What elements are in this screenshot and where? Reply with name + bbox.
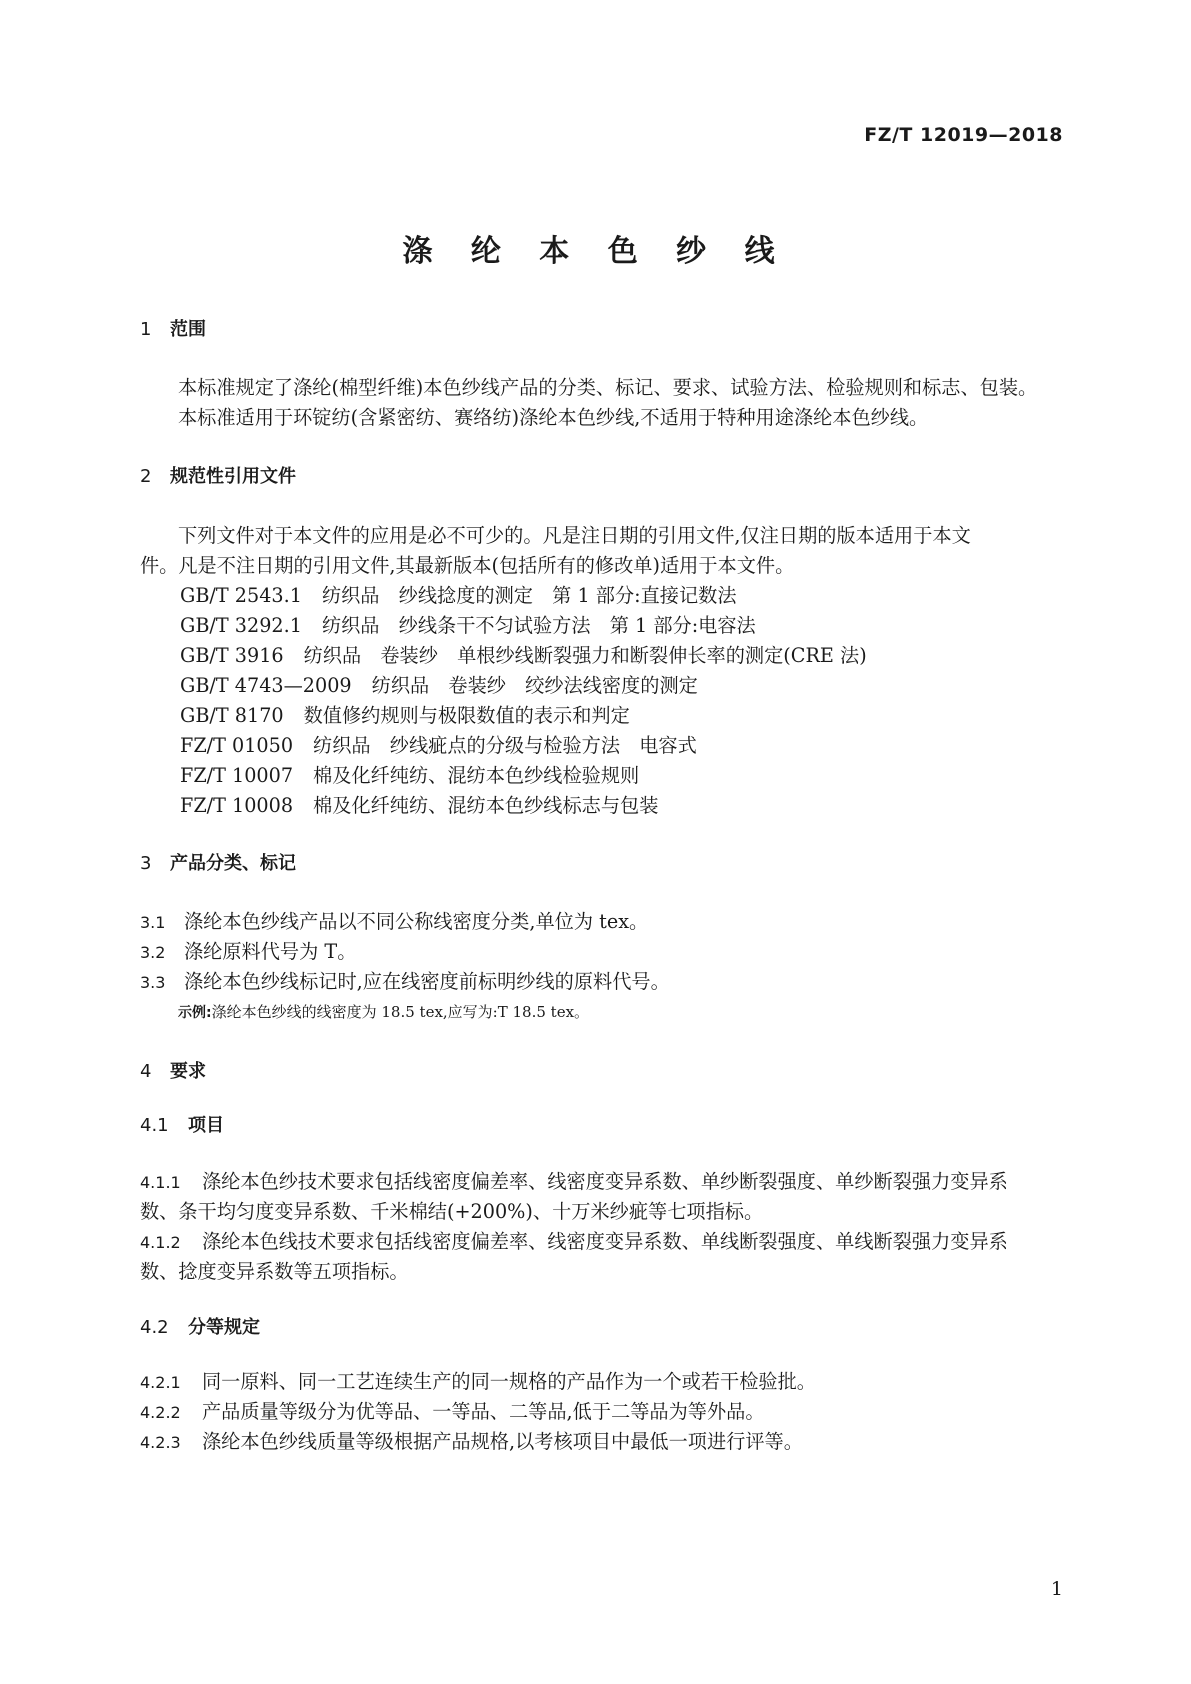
reference-item: [180, 580, 1098, 612]
section-title: 产品分类、标记: [170, 853, 296, 874]
clause: [140, 1426, 1058, 1459]
section-title: 要求: [170, 1061, 206, 1082]
reference-title: 数值修约规则与极限数值的表示和判定: [303, 704, 630, 727]
clause: [140, 966, 1058, 999]
document-title: 涤 纶 本 色 纱 线: [402, 234, 789, 269]
clause: [140, 906, 1058, 939]
clause-number: 4.2.3: [140, 1433, 181, 1452]
clause-text: 同一原料、同一工艺连续生产的同一规格的产品作为一个或若干检验批。: [202, 1370, 816, 1393]
reference-title: 纺织品 卷装纱 绞纱法线密度的测定: [371, 674, 698, 697]
clause-text: 涤纶本色纱技术要求包括线密度偏差率、线密度变异系数、单纱断裂强度、单纱断裂强力变异系: [202, 1170, 1008, 1193]
standard-code: FZ/T 12019—2018: [864, 124, 1063, 146]
subsection-title: 分等规定: [188, 1317, 260, 1338]
clause: [140, 936, 1058, 969]
reference-code: GB/T 3292.1: [180, 614, 302, 637]
reference-code: GB/T 2543.1: [180, 584, 302, 607]
section-number: 1: [140, 319, 152, 340]
reference-code: FZ/T 10008: [180, 794, 294, 817]
reference-code: GB/T 3916: [180, 644, 284, 667]
reference-item: [180, 790, 1098, 822]
paragraph-line: 下列文件对于本文件的应用是必不可少的。凡是注日期的引用文件,仅注日期的版本适用于本文: [178, 524, 971, 547]
section-2-heading: [140, 461, 1058, 493]
subsection-4-1-heading: [140, 1110, 1058, 1142]
section-title: 规范性引用文件: [170, 466, 296, 487]
subsection-4-2-heading: [140, 1312, 1058, 1344]
reference-code: GB/T 8170: [180, 704, 284, 727]
clause: [140, 1226, 1058, 1259]
reference-title: 纺织品 卷装纱 单根纱线断裂强力和断裂伸长率的测定(CRE 法): [303, 644, 867, 667]
reference-title: 纺织品 纱线疵点的分级与检验方法 电容式: [313, 734, 697, 757]
paragraph-line: 件。凡是不注日期的引用文件,其最新版本(包括所有的修改单)适用于本文件。: [140, 554, 795, 577]
example-text: 涤纶本色纱线的线密度为 18.5 tex,应写为:T 18.5 tex。: [211, 1003, 590, 1021]
reference-code: GB/T 4743—2009: [180, 674, 352, 697]
section-number: 2: [140, 466, 152, 487]
reference-item: [180, 640, 1098, 672]
clause: [140, 1396, 1058, 1429]
section-3-heading: [140, 848, 1058, 880]
section-number: 3: [140, 853, 152, 874]
reference-title: 棉及化纤纯纺、混纺本色纱线检验规则: [313, 764, 640, 787]
reference-item: [180, 610, 1098, 642]
clause-number: 4.2.2: [140, 1403, 181, 1422]
reference-item: [180, 760, 1098, 792]
reference-title: 纺织品 纱线捻度的测定 第 1 部分:直接记数法: [321, 584, 737, 607]
subsection-title: 项目: [188, 1115, 224, 1136]
section-title: 范围: [170, 319, 206, 340]
clause-text: 涤纶本色线技术要求包括线密度偏差率、线密度变异系数、单线断裂强度、单线断裂强力变异系: [202, 1230, 1008, 1253]
clause-number: 3.3: [140, 973, 166, 992]
subsection-number: 4.2: [140, 1317, 169, 1338]
clause-continuation: 数、捻度变异系数等五项指标。: [140, 1260, 409, 1283]
reference-title: 纺织品 纱线条干不匀试验方法 第 1 部分:电容法: [321, 614, 756, 637]
clause-text: 涤纶本色纱线产品以不同公称线密度分类,单位为 tex。: [184, 910, 649, 933]
clause-text: 涤纶本色纱线质量等级根据产品规格,以考核项目中最低一项进行评等。: [202, 1430, 803, 1453]
reference-code: FZ/T 10007: [180, 764, 294, 787]
clause-number: 4.1.2: [140, 1233, 181, 1252]
subsection-number: 4.1: [140, 1115, 169, 1136]
reference-item: [180, 730, 1098, 762]
clause-number: 3.1: [140, 913, 166, 932]
reference-item: [180, 700, 1098, 732]
paragraph: 本标准适用于环锭纺(含紧密纺、赛络纺)涤纶本色纱线,不适用于特种用途涤纶本色纱线。: [178, 406, 929, 429]
paragraph: 本标准规定了涤纶(棉型纤维)本色纱线产品的分类、标记、要求、试验方法、检验规则和标志、包装。: [178, 376, 1038, 399]
clause-continuation: 数、条干均匀度变异系数、千米棉结(+200%)、十万米纱疵等七项指标。: [140, 1200, 764, 1223]
reference-code: FZ/T 01050: [180, 734, 294, 757]
clause-text: 产品质量等级分为优等品、一等品、二等品,低于二等品为等外品。: [202, 1400, 765, 1423]
reference-item: [180, 670, 1098, 702]
section-4-heading: [140, 1056, 1058, 1088]
clause-number: 4.2.1: [140, 1373, 181, 1392]
clause: [140, 1166, 1058, 1199]
example-note: [178, 996, 1096, 1029]
example-label: 示例:: [178, 1005, 212, 1021]
page-number: 1: [1050, 1578, 1063, 1600]
section-1-heading: [140, 314, 1058, 346]
reference-title: 棉及化纤纯纺、混纺本色纱线标志与包装: [313, 794, 659, 817]
section-number: 4: [140, 1061, 152, 1082]
clause-number: 3.2: [140, 943, 166, 962]
clause-text: 涤纶原料代号为 T。: [184, 940, 357, 963]
clause-text: 涤纶本色纱线标记时,应在线密度前标明纱线的原料代号。: [184, 970, 670, 993]
clause-number: 4.1.1: [140, 1173, 181, 1192]
clause: [140, 1366, 1058, 1399]
